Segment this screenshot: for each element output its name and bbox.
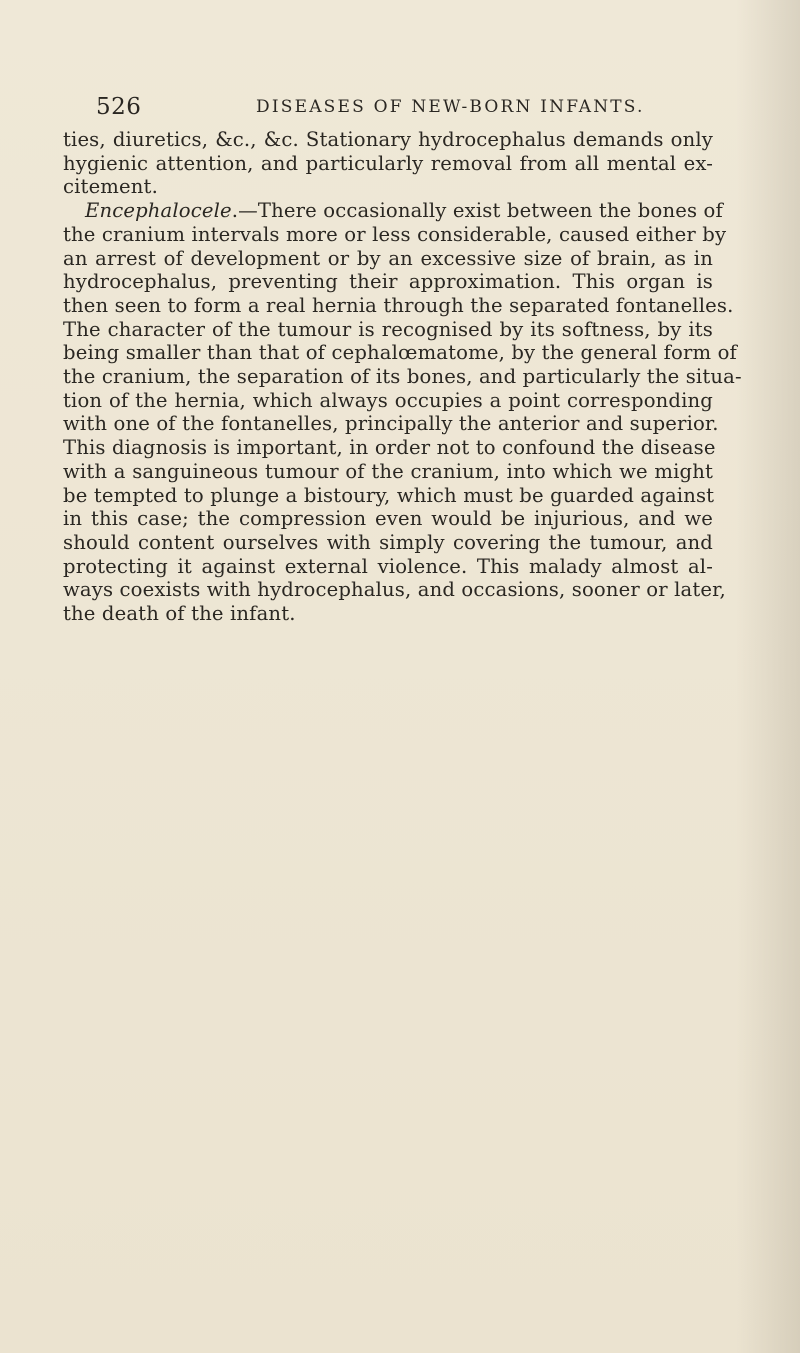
text-line: be tempted to plunge a bistoury, which must be guarded against <box>63 483 715 507</box>
page-header <box>96 94 656 124</box>
text-line: Encephalocele.—There occasionally exist between the bones of <box>85 199 723 223</box>
text-line: with one of the fontanelles, principally the anterior and superior. <box>63 412 719 436</box>
text-line: in this case; the compression even would be injurious, and we <box>63 507 713 531</box>
text-line: the death of the infant. <box>63 602 296 626</box>
text-line: protecting it against external violence. This malady almost al- <box>63 554 713 578</box>
text-line: the cranium intervals more or less considerable, caused either by <box>63 222 727 246</box>
text-line: should content ourselves with simply covering the tumour, and <box>63 530 713 554</box>
page-number: 526 <box>96 94 142 120</box>
text-line: citement. <box>63 175 158 199</box>
text-line: tion of the hernia, which always occupies a point corresponding <box>63 388 713 412</box>
running-head: DISEASES OF NEW-BORN INFANTS. <box>256 97 645 117</box>
text-line: hydrocephalus, preventing their approximation. This organ is <box>63 270 713 294</box>
body-text <box>63 128 742 626</box>
text-line: with a sanguineous tumour of the cranium, into which we might <box>63 459 713 483</box>
text-line: ties, diuretics, &c., &c. Stationary hydrocephalus demands only <box>63 128 713 151</box>
section-heading-word: Encephalocele <box>85 199 232 223</box>
text-line: hygienic attention, and particularly removal from all mental ex- <box>63 151 713 175</box>
text-line: then seen to form a real hernia through the separated fontanelles. <box>63 293 734 317</box>
text-line: The character of the tumour is recognised by its softness, by its <box>63 317 713 341</box>
text-line: the cranium, the separation of its bones, and particularly the situa- <box>63 365 742 389</box>
text-line: This diagnosis is important, in order not to confound the disease <box>63 436 716 460</box>
text-line: being smaller than that of cephalœmatome, by the general form of <box>63 341 737 365</box>
text-line: ways coexists with hydrocephalus, and occasions, sooner or later, <box>63 578 726 602</box>
text-line: an arrest of development or by an excessive size of brain, as in <box>63 246 713 270</box>
